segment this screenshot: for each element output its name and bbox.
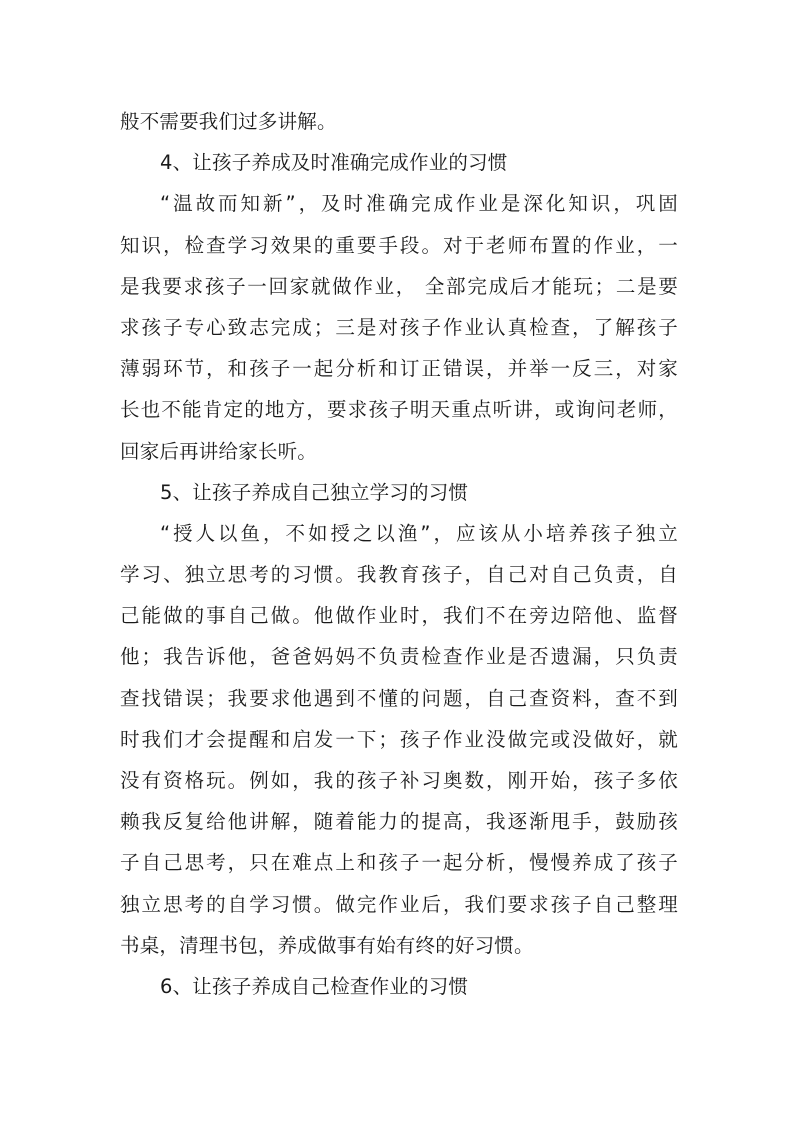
paragraph-line: 赖我反复给他讲解，随着能力的提高，我逐渐甩手，鼓励孩	[120, 810, 678, 834]
paragraph-line: 时我们才会提醒和启发一下；孩子作业没做完或没做好，就	[120, 727, 678, 751]
paragraph-line: “授人以鱼，不如授之以渔”，应该从小培养孩子独立	[160, 521, 678, 545]
section-heading: 4、让孩子养成及时准确完成作业的习惯	[160, 151, 508, 175]
paragraph-line: 求孩子专心致志完成；三是对孩子作业认真检查，了解孩子	[120, 315, 678, 339]
document-body	[120, 101, 678, 1007]
paragraph-line: 长也不能肯定的地方，要求孩子明天重点听讲，或询问老师，	[120, 398, 678, 422]
paragraph-line: 薄弱环节，和孩子一起分析和订正错误，并举一反三，对家	[120, 357, 678, 381]
paragraph-line: 独立思考的自学习惯。做完作业后，我们要求孩子自己整理	[120, 892, 678, 916]
paragraph-line: 子自己思考，只在难点上和孩子一起分析，慢慢养成了孩子	[120, 851, 678, 875]
paragraph-line: 般不需要我们过多讲解。	[120, 110, 337, 133]
paragraph-line: 己能做的事自己做。他做作业时，我们不在旁边陪他、监督	[120, 604, 678, 628]
paragraph-line: 学习、独立思考的习惯。我教育孩子，自己对自己负责，自	[120, 563, 678, 587]
section-heading: 5、让孩子养成自己独立学习的习惯	[160, 480, 469, 504]
paragraph-line: 回家后再讲给家长听。	[120, 439, 318, 463]
section-heading: 6、让孩子养成自己检查作业的习惯	[160, 974, 469, 998]
paragraph-line: “温故而知新”，及时准确完成作业是深化知识，巩固	[160, 192, 678, 216]
paragraph-line: 查找错误；我要求他遇到不懂的问题，自己查资料，查不到	[120, 686, 678, 710]
paragraph-line: 知识，检查学习效果的重要手段。对于老师布置的作业，一	[120, 233, 678, 257]
paragraph-line: 是我要求孩子一回家就做作业， 全部完成后才能玩；二是要	[120, 274, 678, 298]
paragraph-line: 书桌，清理书包，养成做事有始有终的好习惯。	[120, 933, 534, 957]
paragraph-line: 他；我告诉他，爸爸妈妈不负责检查作业是否遗漏，只负责	[120, 645, 678, 669]
paragraph-line: 没有资格玩。例如，我的孩子补习奥数，刚开始，孩子多依	[120, 769, 678, 792]
